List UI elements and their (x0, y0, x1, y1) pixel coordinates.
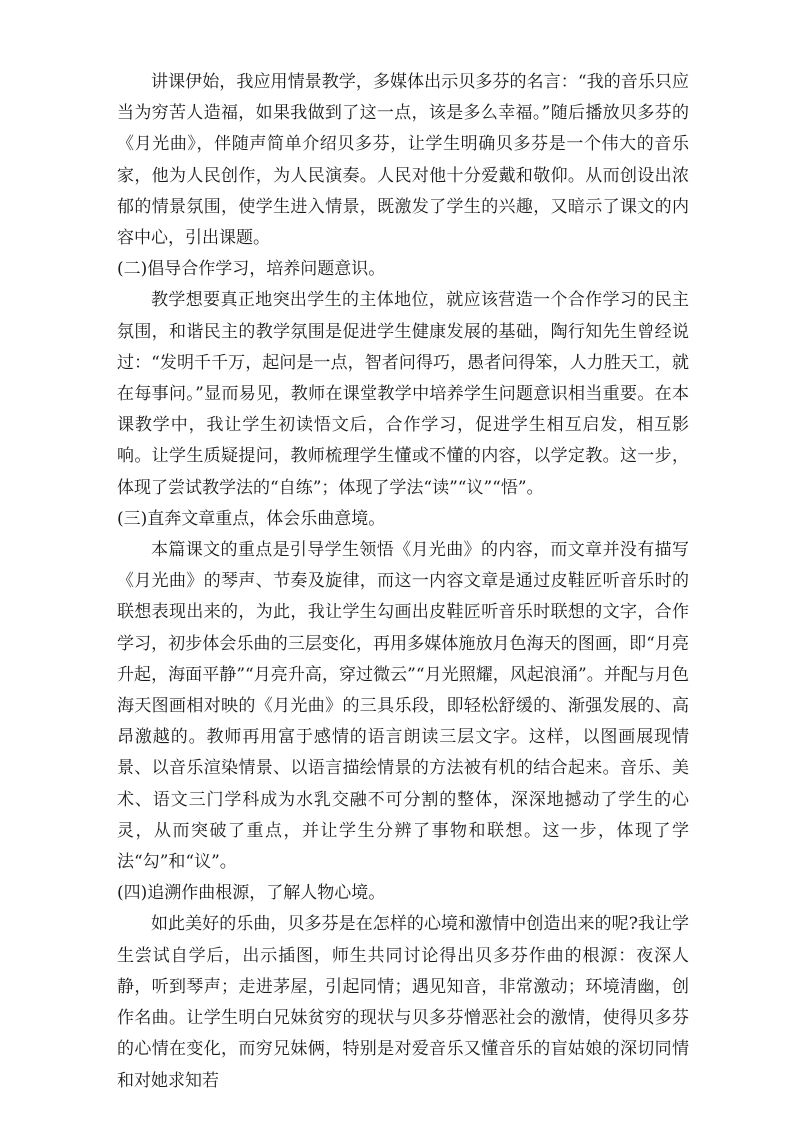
document-body (117, 67, 689, 1097)
section-heading-2: (二)倡导合作学习，培养问题意识。 (117, 259, 386, 280)
paragraph-intro: 讲课伊始，我应用情景教学，多媒体出示贝多芬的名言：“我的音乐只应当为穷苦人造福，如果我做到了这一点，该是多么幸福。”随后播放贝多芬的《月光曲》，伴随声简单介绍贝多芬，让学生明确贝多芬是一个伟大的音乐家，他为人民创作，为人民演奏。人民对他十分爱戴和敬仰。从而创设出浓郁的情景氛围，使学生进入情景，既激发了学生的兴趣，又暗示了课文的内容中心，引出课题。 (117, 72, 689, 249)
section-heading-3: (三)直奔文章重点，体会乐曲意境。 (117, 508, 386, 529)
paragraph-composition-origin: 如此美好的乐曲，贝多芬是在怎样的心境和激情中创造出来的呢?我让学生尝试自学后，出示插图，师生共同讨论得出贝多芬作曲的根源：夜深人静，听到琴声；走进茅屋，引起同情；遇见知音，非常激动；环境清幽，创作名曲。让学生明白兄妹贫穷的现状与贝多芬憎恶社会的激情，使得贝多芬的心情在变化，而穷兄妹俩，特别是对爱音乐又懂音乐的盲姑娘的深切同情和对她求知若 (117, 914, 689, 1091)
paragraph-key-points: 本篇课文的重点是引导学生领悟《月光曲》的内容，而文章并没有描写《月光曲》的琴声、节奏及旋律，而这一内容文章是通过皮鞋匠听音乐时的联想表现出来的，为此，我让学生勾画出皮鞋匠听音乐时联想的文字，合作学习，初步体会乐曲的三层变化，再用多媒体施放月色海天的图画，即“月亮升起，海面平静”“月亮升高，穿过微云”“月光照耀，风起浪涌”。并配与月色海天图画相对映的《月光曲》的三具乐段，即轻松舒缓的、渐强发展的、高昂激越的。教师再用富于感情的语言朗读三层文字。这样，以图画展现情景、以音乐渲染情景、以语言描绘情景的方法被有机的结合起来。音乐、美术、语文三门学科成为水乳交融不可分割的整体，深深地撼动了学生的心灵，从而突破了重点，并让学生分辨了事物和联想。这一步，体现了学法“勾”和“议”。 (117, 540, 689, 873)
section-heading-4: (四)追溯作曲根源，了解人物心境。 (117, 883, 386, 904)
paragraph-cooperative-learning: 教学想要真正地突出学生的主体地位，就应该营造一个合作学习的民主氛围，和谐民主的教学氛围是促进学生健康发展的基础，陶行知先生曾经说过：“发明千千万，起问是一点，智者问得巧，愚者问得笨，人力胜天工，就在每事问。”显而易见，教师在课堂教学中培养学生问题意识相当重要。在本课教学中，我让学生初读悟文后，合作学习，促进学生相互启发，相互影响。让学生质疑提问，教师梳理学生懂或不懂的内容，以学定教。这一步，体现了尝试教学法的“自练”；体现了学法“读”“议”“悟”。 (117, 290, 689, 498)
